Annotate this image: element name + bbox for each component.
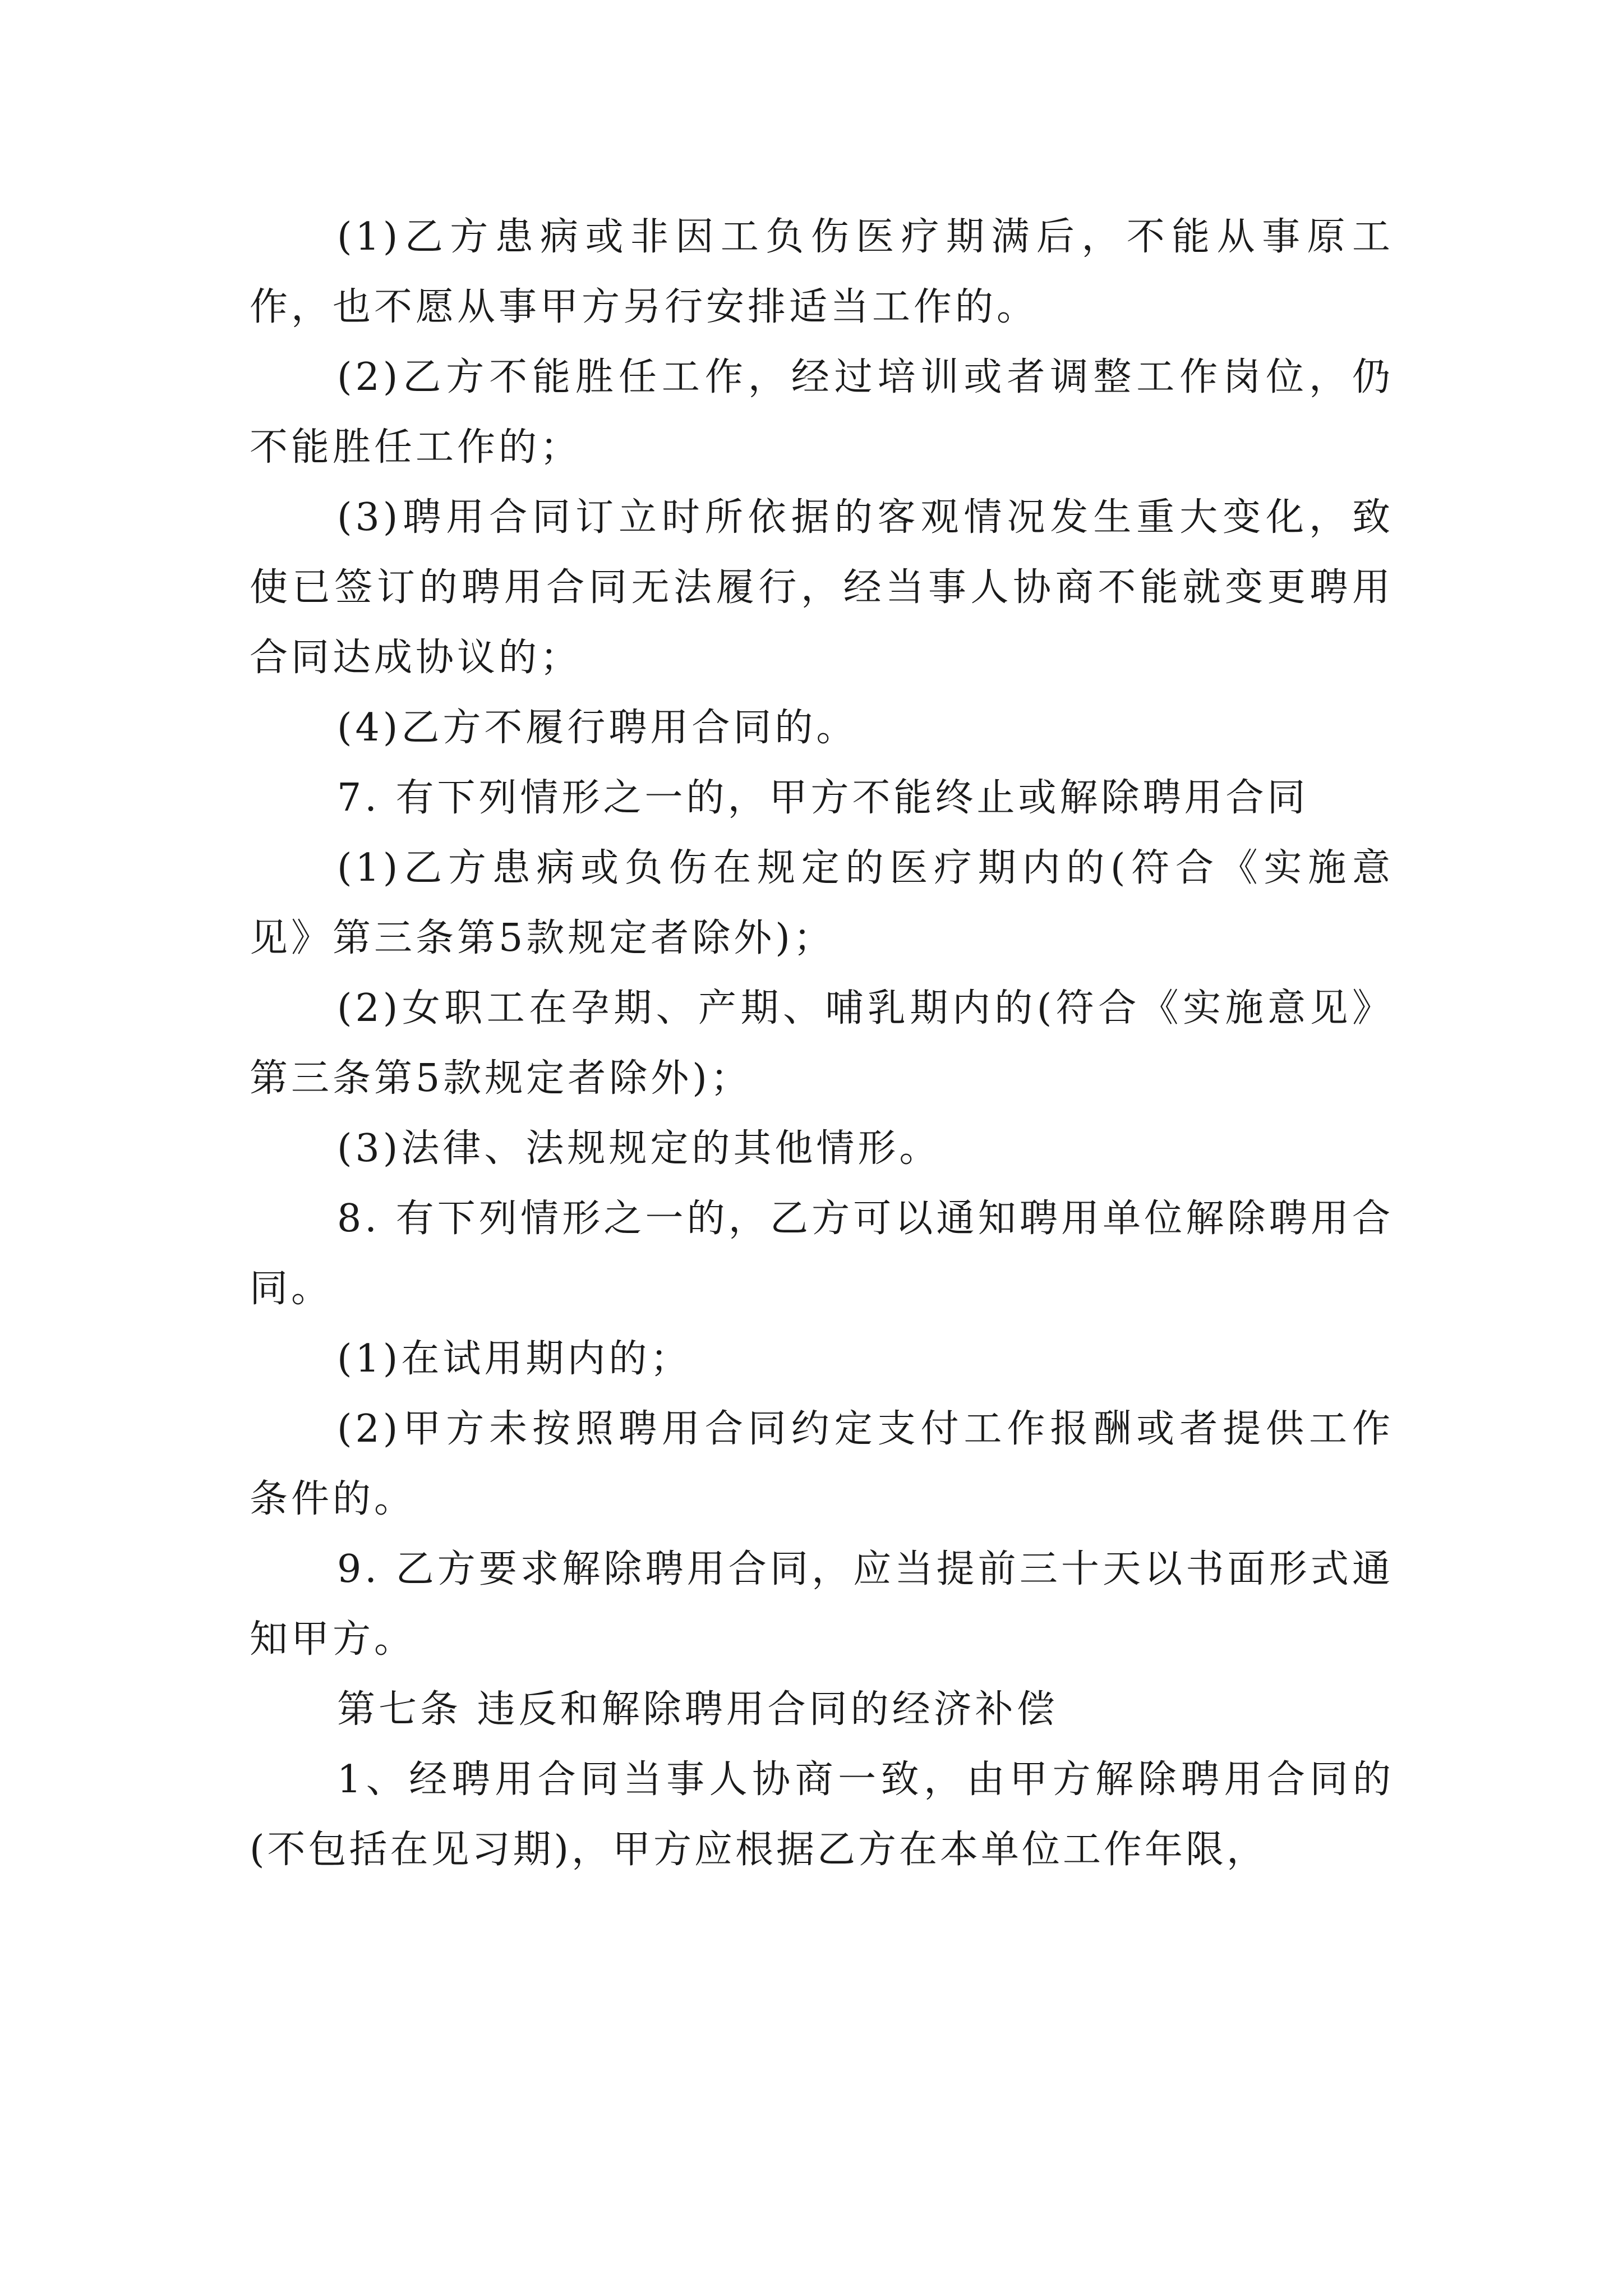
paragraph-6: (1)乙方患病或负伤在规定的医疗期内的(符合《实施意见》第三条第5款规定者除外)； — [250, 846, 1394, 960]
paragraph-3: (3)聘用合同订立时所依据的客观情况发生重大变化，致使已签订的聘用合同无法履行，经当事人协商不能就变更聘用合同达成协议的； — [250, 495, 1394, 680]
paragraph-1: (1)乙方患病或非因工负伤医疗期满后，不能从事原工作，也不愿从事甲方另行安排适当工作的。 — [250, 215, 1394, 329]
paragraph-4: (4)乙方不履行聘用合同的。 — [337, 706, 858, 750]
paragraph-14: 1、经聘用合同当事人协商一致，由甲方解除聘用合同的(不包括在见习期)，甲方应根据乙方在本单位工作年限， — [250, 1757, 1394, 1872]
paragraph-12: 9. 乙方要求解除聘用合同，应当提前三十天以书面形式通知甲方。 — [250, 1547, 1394, 1662]
document-body — [250, 202, 1394, 1885]
paragraph-2: (2)乙方不能胜任工作，经过培训或者调整工作岗位，仍不能胜任工作的； — [250, 355, 1394, 470]
paragraph-5: 7. 有下列情形之一的，甲方不能终止或解除聘用合同 — [337, 776, 1309, 820]
paragraph-8: (3)法律、法规规定的其他情形。 — [337, 1126, 941, 1171]
section-heading-article-7: 第七条 违反和解除聘用合同的经济补偿 — [337, 1687, 1058, 1732]
paragraph-11: (2)甲方未按照聘用合同约定支付工作报酬或者提供工作条件的。 — [250, 1407, 1394, 1521]
paragraph-9: 8. 有下列情形之一的，乙方可以通知聘用单位解除聘用合同。 — [250, 1197, 1394, 1311]
paragraph-7: (2)女职工在孕期、产期、哺乳期内的(符合《实施意见》第三条第5款规定者除外)； — [250, 986, 1394, 1101]
paragraph-10: (1)在试用期内的； — [337, 1337, 692, 1381]
